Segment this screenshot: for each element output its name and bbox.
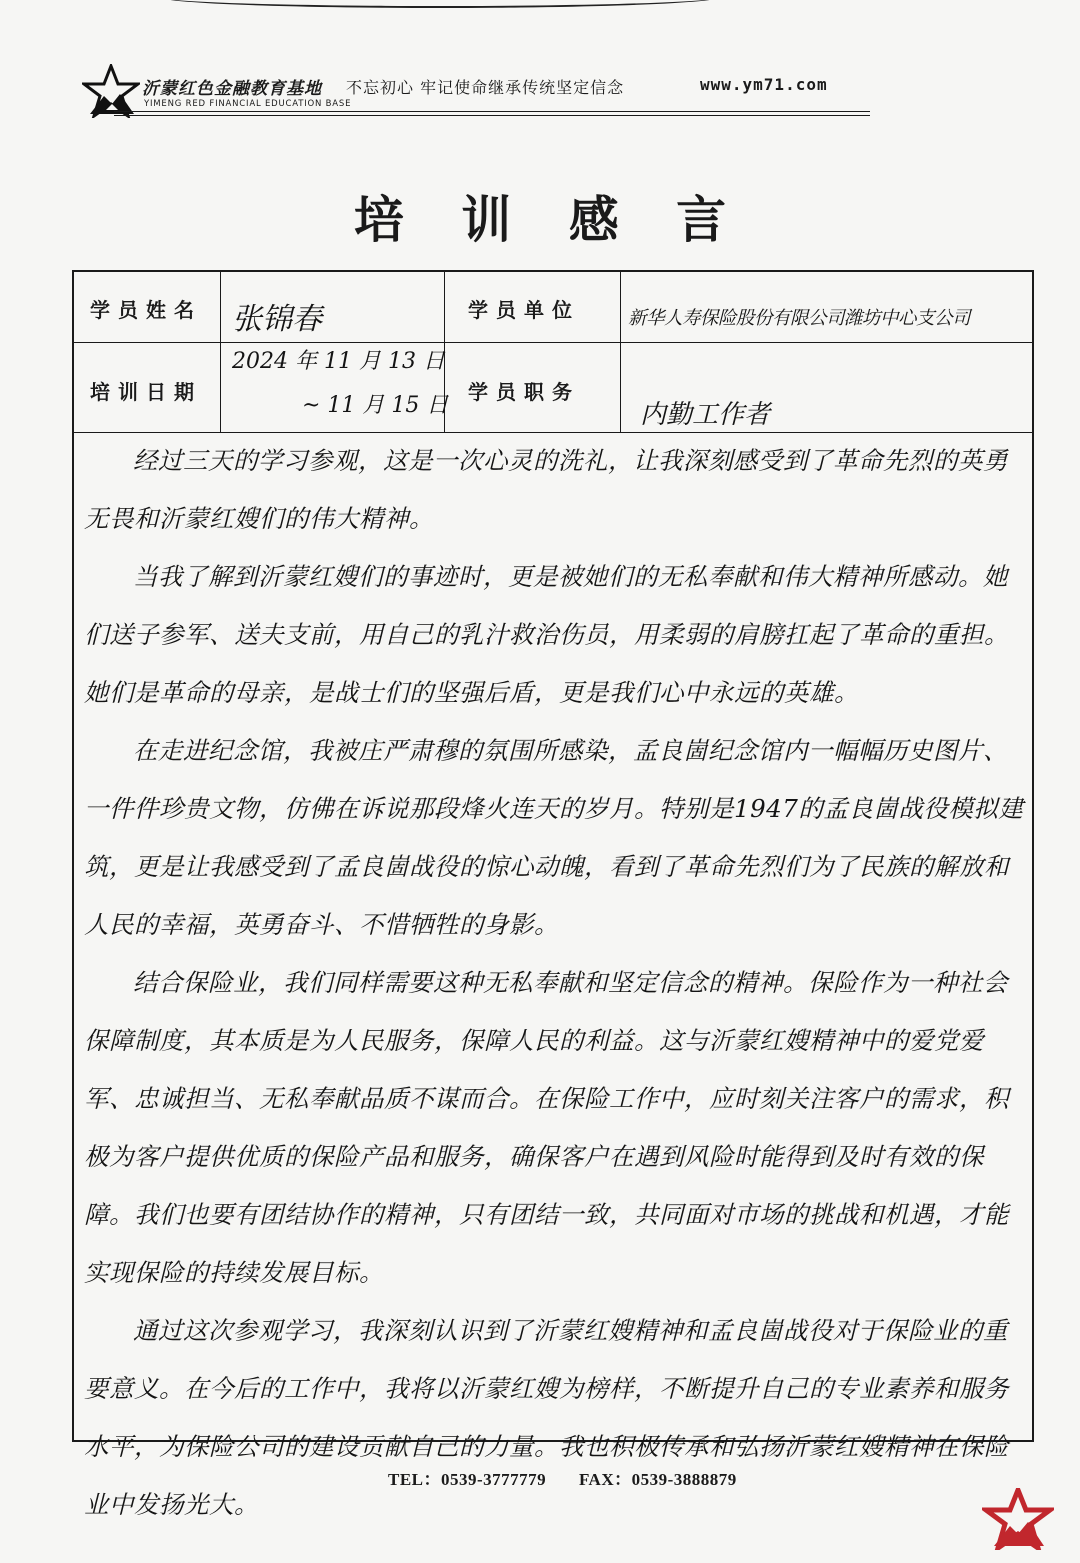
brand-name-cn: 沂蒙红色金融教育基地 <box>142 79 322 99</box>
tel-number: TEL：0539-3777779 <box>388 1470 547 1489</box>
fax-number: FAX：0539-3888879 <box>578 1470 737 1489</box>
scan-edge <box>160 0 720 8</box>
slogan: 不忘初心 牢记使命继承传统坚定信念 <box>346 78 625 97</box>
paragraph: 通过这次参观学习，我深刻认识到了沂蒙红嫂精神和孟良崮战役对于保险业的重要意义。在今后的工作中，我将以沂蒙红嫂为榜样，不断提升自己的专业素养和服务水平，为保险公司的建设贡献自己的力量。我也积极传承和弘扬沂蒙红嫂精神在保险业中发扬光大。 <box>84 1316 1009 1519</box>
unit-label: 学员单位 <box>468 298 580 322</box>
reflection-text <box>84 432 1024 1534</box>
paragraph: 当我了解到沂蒙红嫂们的事迹时，更是被她们的无私奉献和伟大精神所感动。她们送子参军、送夫支前，用自己的乳汁救治伤员，用柔弱的肩膀扛起了革命的重担。她们是革命的母亲，是战士们的坚强后盾，更是我们心中永远的英雄。 <box>84 562 1009 707</box>
date-start: 2024 年 11 月 13 日 <box>232 349 445 374</box>
header-rule-thin <box>114 115 870 116</box>
paragraph: 经过三天的学习参观，这是一次心灵的洗礼，让我深刻感受到了革命先烈的英勇无畏和沂蒙红嫂们的伟大精神。 <box>84 446 1008 533</box>
paragraph: 在走进纪念馆，我被庄严肃穆的氛围所感染，孟良崮纪念馆内一幅幅历史图片、一件件珍贵文物，仿佛在诉说那段烽火连天的岁月。特别是1947的孟良崮战役模拟建筑，更是让我感受到了孟良崮战役的惊心动魄，看到了革命先烈们为了民族的解放和人民的幸福，英勇奋斗、不惜牺牲的身影。 <box>84 736 1024 939</box>
name-value: 张锦春 <box>232 302 322 337</box>
position-value: 内勤工作者 <box>640 400 771 430</box>
star-mountain-logo-icon <box>82 64 140 118</box>
brand-name-en: YIMENG RED FINANCIAL EDUCATION BASE <box>144 99 352 109</box>
date-label: 培训日期 <box>90 380 202 404</box>
corner-star-logo-icon <box>982 1488 1054 1550</box>
form-col-divider <box>620 272 621 432</box>
website: www.ym71.com <box>700 75 828 94</box>
page-title: 培 训 感 言 <box>353 190 747 249</box>
form-col-divider <box>220 272 221 432</box>
date-end: ~ 11 月 15 日 <box>302 393 449 418</box>
header-rule <box>114 111 870 112</box>
paragraph: 结合保险业，我们同样需要这种无私奉献和坚定信念的精神。保险作为一种社会保障制度，其本质是为人民服务，保障人民的利益。这与沂蒙红嫂精神中的爱党爱军、忠诚担当、无私奉献品质不谋而合。在保险工作中，应时刻关注客户的需求，积极为客户提供优质的保险产品和服务，确保客户在遇到风险时能得到及时有效的保障。我们也要有团结协作的精神，只有团结一致，共同面对市场的挑战和机遇，才能实现保险的持续发展目标。 <box>84 968 1009 1287</box>
contact-footer <box>388 1465 765 1490</box>
unit-value: 新华人寿保险股份有限公司潍坊中心支公司 <box>628 308 971 329</box>
name-label: 学员姓名 <box>90 298 202 322</box>
form-row-divider <box>74 342 1032 343</box>
position-label: 学员职务 <box>468 380 580 404</box>
